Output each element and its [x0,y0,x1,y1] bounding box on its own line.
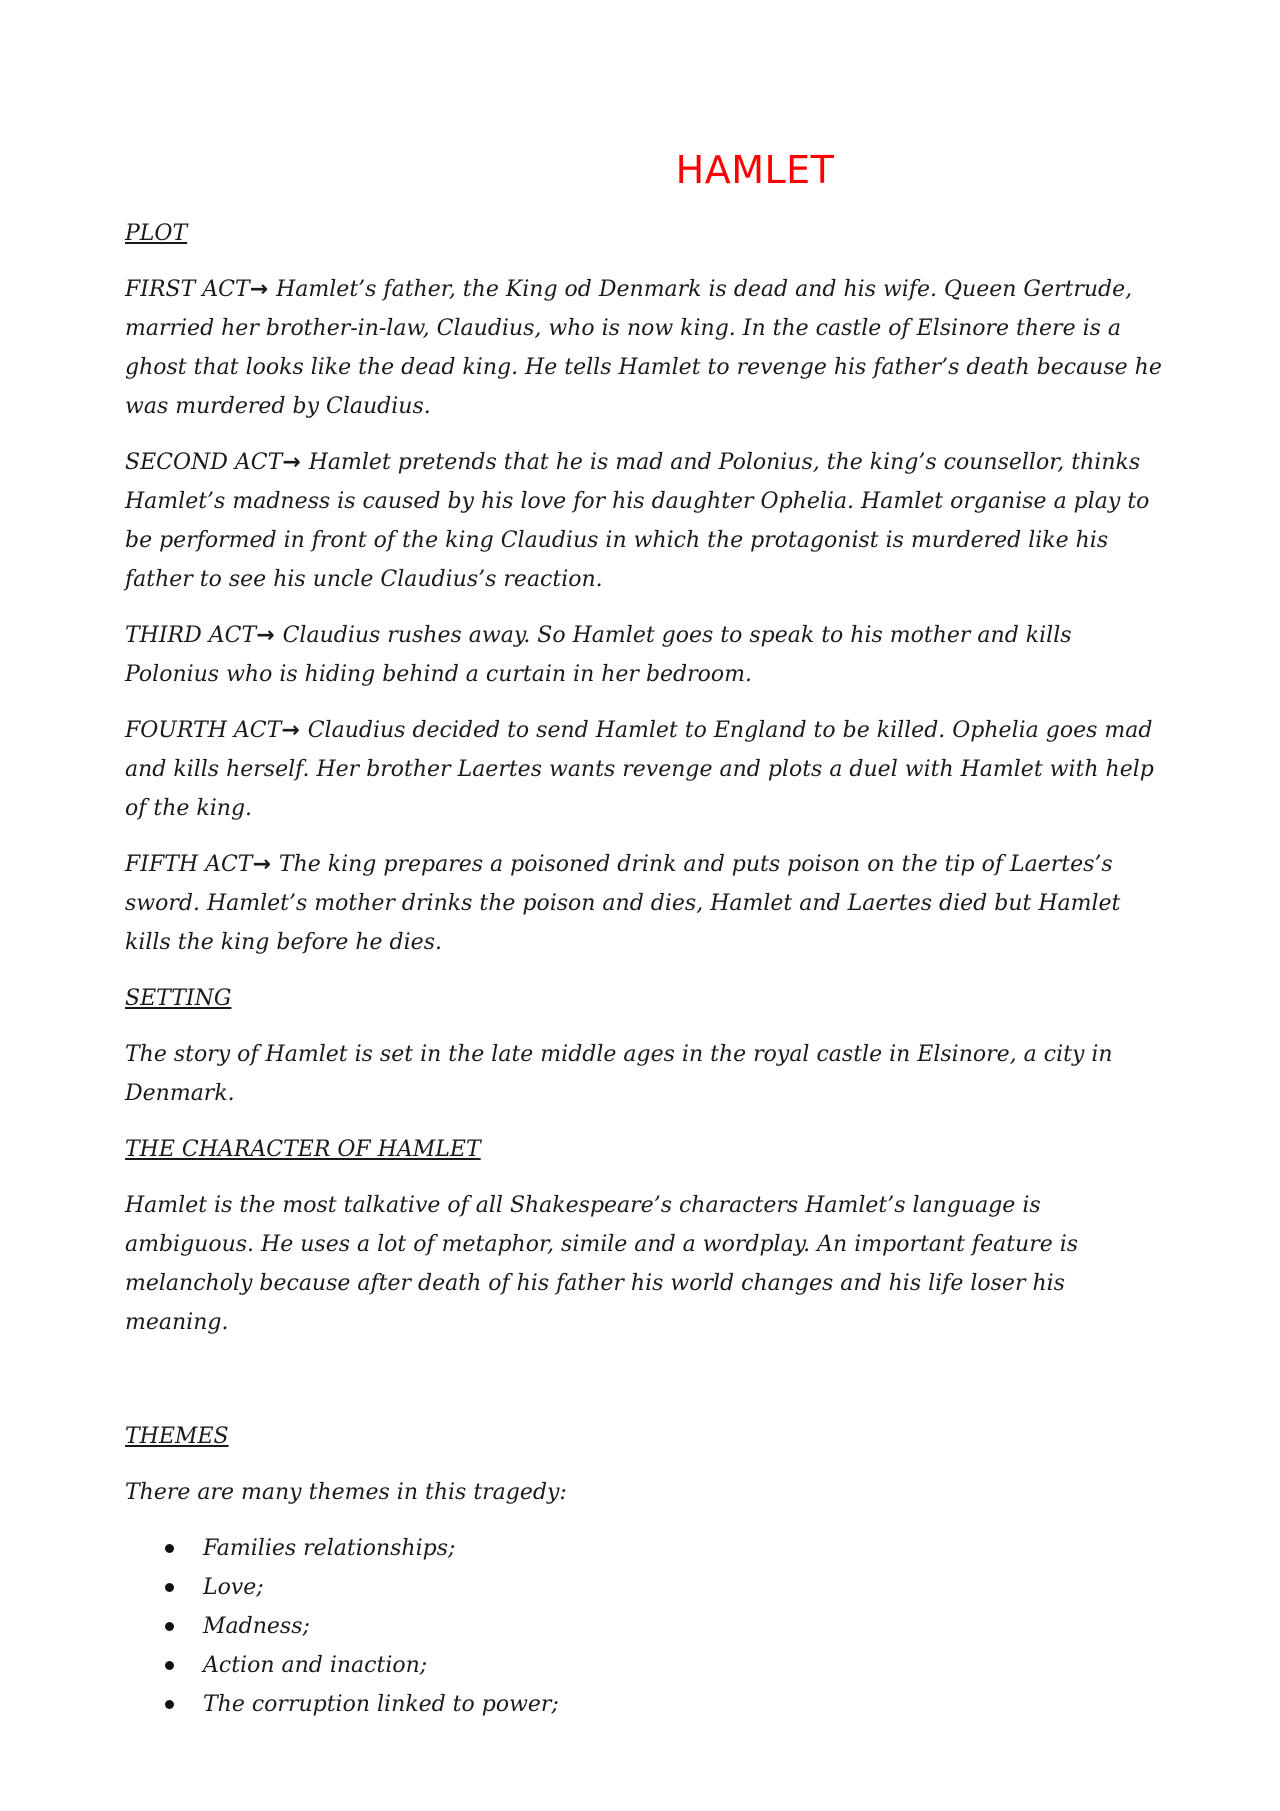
right-arrow-icon: → [249,277,269,302]
themes-heading: THEMES [125,1424,229,1449]
list-item [165,1646,1170,1685]
act-label: FIFTH ACT [125,852,253,877]
list-item-text: Love; [203,1575,264,1600]
list-item [165,1568,1170,1607]
themes-list [125,1529,1170,1724]
act-label: FOURTH ACT [125,718,282,743]
bullet-icon [165,1622,174,1631]
document-body [125,214,1170,1724]
bullet-icon [165,1661,174,1670]
act-text: The king prepares a poisoned drink and puts poison on the tip of Laertes’s sword. Hamlet’s mother drinks the poison and dies, Hamlet and Laertes died but Hamlet kills the king before he dies. [125,852,1121,955]
list-item-text: Families relationships; [203,1536,456,1561]
document-title: HAMLET [675,148,835,192]
act-text: Hamlet’s father, the King od Denmark is dead and his wife. Queen Gertrude, married her brother-in-law, Claudius, who is now king. In the castle of Elsinore there is a ghost that looks like the dead king. He tells Hamlet to revenge his father’s death because he was murdered by Claudius. [125,277,1162,419]
section-spacer [125,1359,1170,1417]
plot-heading: PLOT [125,221,188,246]
act-text: Claudius rushes away. So Hamlet goes to speak to his mother and kills Polonius who is hiding behind a curtain in her bedroom. [125,623,1072,687]
right-arrow-icon: → [256,623,275,648]
act-paragraph-first [125,270,1170,426]
act-paragraph-fifth [125,845,1170,962]
setting-heading: SETTING [125,986,232,1011]
list-item-text: Action and inaction; [203,1653,428,1678]
act-paragraph-third [125,616,1170,694]
act-label: THIRD ACT [125,623,257,648]
act-text: Claudius decided to send Hamlet to England to be killed. Ophelia goes mad and kills herself. Her brother Laertes wants revenge and plots a duel with Hamlet with help of the king. [125,718,1154,821]
right-arrow-icon: → [252,852,271,877]
act-text: Hamlet pretends that he is mad and Polonius, the king’s counsellor, thinks Hamlet’s madness is caused by his love for his daughter Ophelia. Hamlet organise a play to be performed in front of the king Claudius in which the protagonist is murdered like his father to see his uncle Claudius’s reaction. [125,450,1150,592]
act-label: SECOND ACT [125,450,283,475]
list-item [165,1685,1170,1724]
right-arrow-icon: → [282,450,301,475]
list-item-text: Madness; [203,1614,310,1639]
right-arrow-icon: → [281,718,300,743]
bullet-icon [165,1700,174,1709]
list-item-text: The corruption linked to power; [203,1692,559,1717]
character-heading: THE CHARACTER OF HAMLET [125,1137,481,1162]
setting-paragraph: The story of Hamlet is set in the late middle ages in the royal castle in Elsinore, a city in Denmark. [125,1042,1113,1106]
bullet-icon [165,1544,174,1553]
list-item [165,1529,1170,1568]
character-paragraph: Hamlet is the most talkative of all Shakespeare’s characters Hamlet’s language is ambiguous. He uses a lot of metaphor, simile and a wordplay. An important feature is melancholy because after death of his father his world changes and his life loser his meaning. [125,1193,1079,1335]
themes-intro: There are many themes in this tragedy: [125,1480,567,1505]
act-paragraph-fourth [125,711,1170,828]
list-item [165,1607,1170,1646]
act-label: FIRST ACT [125,277,250,302]
bullet-icon [165,1583,174,1592]
act-paragraph-second [125,443,1170,599]
